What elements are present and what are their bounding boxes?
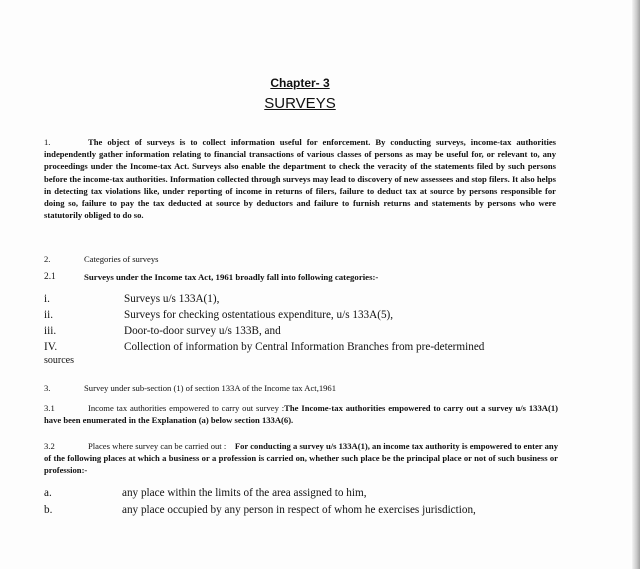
- page-title: SURVEYS: [264, 95, 336, 112]
- section-text: The Income-tax authorities empowered to carry out a survey u/s 133A(1) have been enumerated in the Explanation (a) below section 133A(6).: [44, 403, 558, 425]
- section-text: Surveys under the Income tax Act, 1961 broadly fall into following categories:-: [84, 272, 379, 282]
- item-number: iii.: [44, 325, 57, 337]
- section-number: 3.: [44, 383, 51, 393]
- section-number: 2.1: [44, 272, 56, 282]
- section-3-2: [44, 440, 558, 476]
- section-text: For conducting a survey u/s 133A(1), an income tax authority is empowered to enter any of the following places at which a business or a profession is carried on, whether such place be the principal place or not of such business or profession:-: [44, 441, 558, 475]
- section-text: Categories of surveys: [84, 254, 159, 264]
- item-number: i.: [44, 293, 50, 305]
- item-text: Surveys for checking ostentatious expenditure, u/s 133A(5),: [124, 309, 394, 321]
- paragraph-1: [44, 136, 556, 221]
- section-3-1: [44, 402, 558, 426]
- item-text-continued: sources: [44, 355, 74, 366]
- item-text: Collection of information by Central Information Branches from pre-determined: [124, 341, 485, 353]
- item-text: any place within the limits of the area assigned to him,: [122, 487, 367, 499]
- page-edge-shadow: [632, 0, 640, 569]
- item-number: IV.: [44, 341, 58, 353]
- item-text: Door-to-door survey u/s 133B, and: [124, 325, 281, 337]
- category-item: [44, 341, 560, 367]
- chapter-heading: Chapter- 3: [270, 76, 330, 90]
- section-label: Income tax authorities empowered to carry out survey :: [88, 403, 285, 413]
- section-number: 3.1: [44, 403, 55, 413]
- item-text: Surveys u/s 133A(1),: [124, 293, 220, 305]
- item-number: b.: [44, 504, 53, 516]
- item-number: a.: [44, 487, 52, 499]
- paragraph-number: 1.: [44, 137, 51, 147]
- section-number: 3.2: [44, 441, 55, 451]
- section-label: Places where survey can be carried out :: [88, 441, 227, 451]
- section-text: Survey under sub-section (1) of section 133A of the Income tax Act,1961: [84, 383, 337, 393]
- item-number: ii.: [44, 309, 54, 321]
- section-number: 2.: [44, 254, 51, 264]
- paragraph-text: The object of surveys is to collect information useful for enforcement. By conducting surveys, income-tax authorities independently gather information relating to financial transactions of various classes of persons as may be useful for, or relevant to, any proceedings under the Income-tax Act. Surveys also enable the department to check the veracity of the statements filed by such persons before the income-tax authorities. Information collected through surveys may lead to discovery of new assessees and stop filers. It also helps in detecting tax violations like, under reporting of income in returns of filers, failure to deduct tax at source by persons responsible for doing so, failure to pay the tax deducted at source by deductors and failure to furnish returns and statements by persons who were statutorily obliged to do so.: [44, 137, 556, 221]
- item-text: any place occupied by any person in respect of whom he exercises jurisdiction,: [122, 504, 476, 516]
